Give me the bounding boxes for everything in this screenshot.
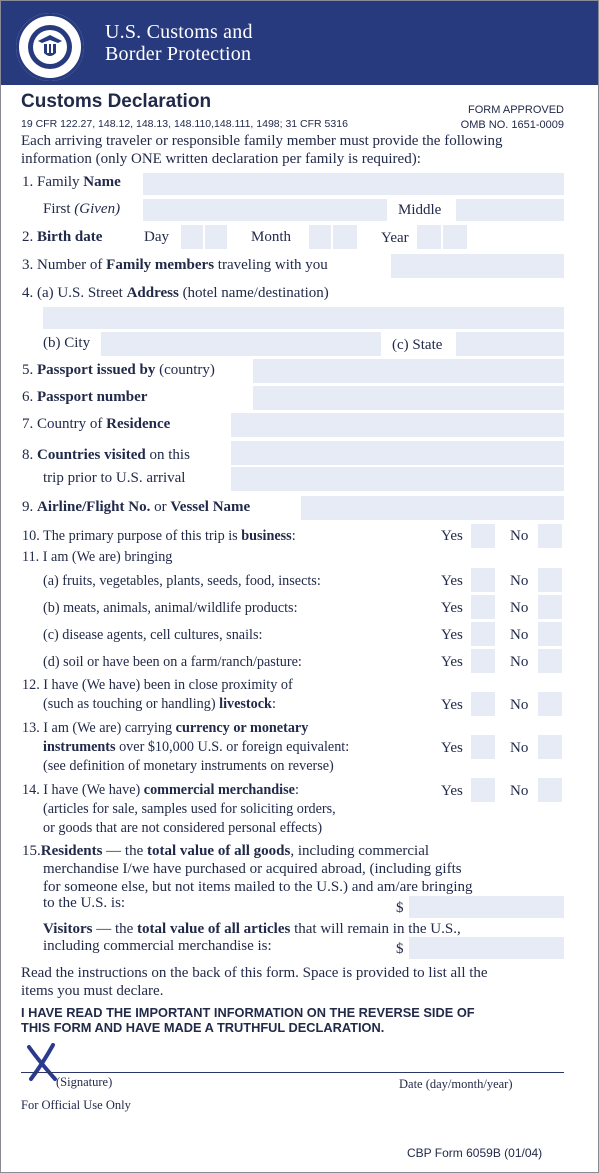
q12-yes-label: Yes	[441, 697, 463, 713]
q14-no-label: No	[510, 783, 529, 799]
intro-line-1: Each arriving traveler or responsible family member must provide the following	[21, 133, 503, 149]
q14-yes-box[interactable]	[471, 778, 495, 802]
q10-yes-label: Yes	[441, 528, 463, 544]
birth-month-field-2[interactable]	[333, 225, 357, 249]
q15-line-3: for someone else, but not items mailed to the U.S.) and am/are bringing	[43, 879, 473, 895]
q15-line-2: merchandise I/we have purchased or acquired abroad, (including gifts	[43, 861, 462, 877]
visitors-dollar-sign: $	[396, 941, 404, 957]
country-residence-field[interactable]	[231, 413, 564, 437]
signature-label: (Signature)	[56, 1075, 113, 1089]
q2-month-label: Month	[251, 229, 292, 245]
q13-no-box[interactable]	[538, 735, 562, 759]
q4-city-label: (b) City	[43, 335, 91, 351]
date-label: Date (day/month/year)	[399, 1077, 513, 1091]
birth-year-field-2[interactable]	[443, 225, 467, 249]
declaration-warning-1: I HAVE READ THE IMPORTANT INFORMATION ON THE REVERSE SIDE OF	[21, 1005, 475, 1020]
q10-yes-box[interactable]	[471, 524, 495, 548]
agency-name	[105, 21, 253, 65]
q7-label: 7. Country of Residence	[22, 416, 171, 432]
q10-label: 10. The primary purpose of this trip is business:	[22, 528, 296, 544]
q12-no-box[interactable]	[538, 692, 562, 716]
q11d-no-label: No	[510, 654, 529, 670]
form-id: CBP Form 6059B (01/04)	[407, 1146, 543, 1160]
q11c-no-box[interactable]	[538, 622, 562, 646]
q1-first-label: First (Given)	[43, 201, 121, 217]
family-members-field[interactable]	[391, 254, 564, 278]
q4-label: 4. (a) U.S. Street Address (hotel name/destination)	[22, 285, 329, 301]
q11b-no-box[interactable]	[538, 595, 562, 619]
passport-number-field[interactable]	[253, 386, 564, 410]
q13-yes-box[interactable]	[471, 735, 495, 759]
q15-line-4: to the U.S. is:	[43, 895, 126, 911]
countries-visited-field-1[interactable]	[231, 441, 564, 465]
official-use-label: For Official Use Only	[21, 1098, 131, 1112]
signature-x-icon	[25, 1041, 59, 1083]
q10-no-box[interactable]	[538, 524, 562, 548]
q14-yes-label: Yes	[441, 783, 463, 799]
q11a-yes-label: Yes	[441, 573, 463, 589]
passport-issued-field[interactable]	[253, 359, 564, 383]
q12-line-2: (such as touching or handling) livestock:	[43, 696, 276, 712]
q11b-yes-box[interactable]	[471, 595, 495, 619]
state-field[interactable]	[456, 332, 564, 356]
birth-year-field-1[interactable]	[417, 225, 441, 249]
signature-line[interactable]	[21, 1072, 564, 1073]
q11a-yes-box[interactable]	[471, 568, 495, 592]
q11c-yes-box[interactable]	[471, 622, 495, 646]
q11c-no-label: No	[510, 627, 529, 643]
q10-no-label: No	[510, 528, 529, 544]
birth-day-field-1[interactable]	[181, 225, 203, 249]
q11b-yes-label: Yes	[441, 600, 463, 616]
q11c-yes-label: Yes	[441, 627, 463, 643]
q11d-yes-label: Yes	[441, 654, 463, 670]
cfr-citation: 19 CFR 122.27, 148.12, 148.13, 148.110,148.111, 1498; 31 CFR 5316	[21, 118, 348, 130]
q4-state-label: (c) State	[392, 337, 443, 353]
intro-line-2: information (only ONE written declaration per family is required):	[21, 151, 421, 167]
q2-day-label: Day	[144, 229, 169, 245]
q5-label: 5. Passport issued by (country)	[22, 362, 215, 378]
q13-line-3: (see definition of monetary instruments on reverse)	[43, 758, 334, 774]
residents-value-field[interactable]	[409, 896, 564, 918]
flight-number-field[interactable]	[301, 496, 564, 520]
q1-middle-label: Middle	[398, 202, 442, 218]
declaration-warning-2: THIS FORM AND HAVE MADE A TRUTHFUL DECLARATION.	[21, 1020, 385, 1035]
q11d-label: (d) soil or have been on a farm/ranch/pasture:	[43, 654, 302, 670]
q11c-label: (c) disease agents, cell cultures, snails:	[43, 627, 263, 643]
birth-day-field-2[interactable]	[205, 225, 227, 249]
q14-line-1: 14. I have (We have) commercial merchandise:	[22, 782, 299, 798]
residents-dollar-sign: $	[396, 900, 404, 916]
q11d-no-box[interactable]	[538, 649, 562, 673]
form-title: Customs Declaration	[21, 91, 212, 112]
q3-label: 3. Number of Family members traveling with you	[22, 257, 328, 273]
header-band	[1, 1, 598, 85]
q12-line-1: 12. I have (We have) been in close proximity of	[22, 677, 293, 693]
q11a-no-label: No	[510, 573, 529, 589]
q15-visitors-line-2: including commercial merchandise is:	[43, 938, 272, 954]
q8-line-2: trip prior to U.S. arrival	[43, 470, 186, 486]
countries-visited-field-2[interactable]	[231, 467, 564, 491]
q11-label: 11. I am (We are) bringing	[22, 549, 173, 565]
visitors-value-field[interactable]	[409, 937, 564, 959]
q15-line-1: 15.Residents — the total value of all goods, including commercial	[22, 843, 430, 859]
q13-yes-label: Yes	[441, 740, 463, 756]
read-instructions-line-2: items you must declare.	[21, 983, 164, 999]
q12-yes-box[interactable]	[471, 692, 495, 716]
q8-label: 8. Countries visited on this	[22, 447, 190, 463]
q14-line-3: or goods that are not considered personal effects)	[43, 820, 323, 836]
q11b-no-label: No	[510, 600, 529, 616]
q11b-label: (b) meats, animals, animal/wildlife products:	[43, 600, 298, 616]
q13-line-1: 13. I am (We are) carrying currency or monetary	[22, 720, 309, 736]
city-field[interactable]	[101, 332, 381, 356]
q11a-no-box[interactable]	[538, 568, 562, 592]
q15-visitors-line-1: Visitors — the total value of all articles that will remain in the U.S.,	[43, 921, 461, 937]
middle-name-field[interactable]	[456, 199, 564, 221]
first-name-field[interactable]	[143, 199, 387, 221]
read-instructions-line-1: Read the instructions on the back of this form. Space is provided to list all the	[21, 965, 488, 981]
q13-line-2: instruments over $10,000 U.S. or foreign equivalent:	[43, 739, 350, 755]
q12-no-label: No	[510, 697, 529, 713]
q13-no-label: No	[510, 740, 529, 756]
q11d-yes-box[interactable]	[471, 649, 495, 673]
q14-line-2: (articles for sale, samples used for soliciting orders,	[43, 801, 336, 817]
street-address-field[interactable]	[43, 307, 564, 329]
dhs-seal-icon	[16, 13, 84, 81]
q9-label: 9. Airline/Flight No. or Vessel Name	[22, 499, 251, 515]
birth-month-field-1[interactable]	[309, 225, 331, 249]
omb-number: OMB NO. 1651-0009	[460, 119, 564, 131]
q1-label: 1. Family Name	[22, 174, 121, 190]
form-approved: FORM APPROVED	[468, 104, 564, 116]
family-name-field[interactable]	[143, 173, 564, 195]
q11a-label: (a) fruits, vegetables, plants, seeds, food, insects:	[43, 573, 321, 589]
q6-label: 6. Passport number	[22, 389, 148, 405]
agency-line-2: Border Protection	[105, 43, 252, 65]
agency-line-1: U.S. Customs and	[105, 21, 253, 43]
q2-year-label: Year	[381, 230, 409, 246]
q14-no-box[interactable]	[538, 778, 562, 802]
q2-label: 2. Birth date	[22, 229, 103, 245]
